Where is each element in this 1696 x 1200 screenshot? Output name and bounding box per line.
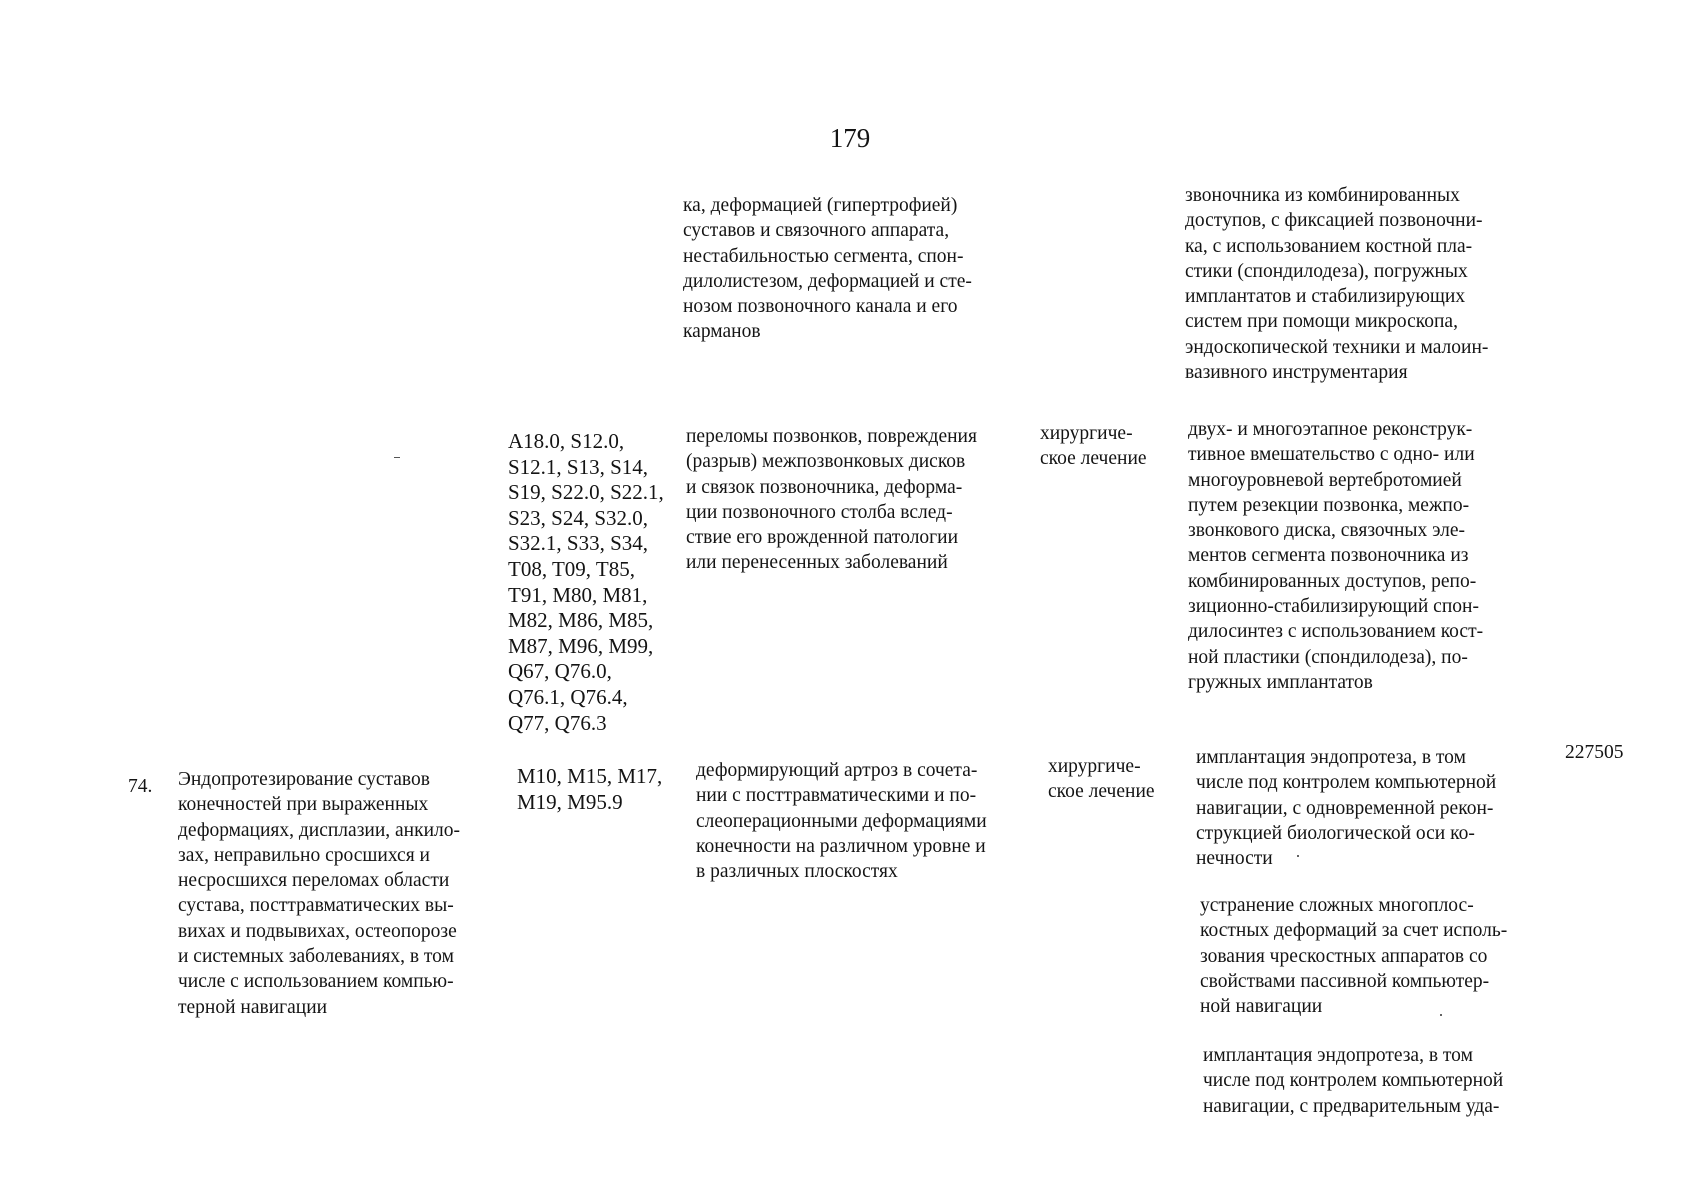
continuation-diagnosis-text: ка, деформацией (гипертрофией) суставов и связочного аппарата, нестабильностью сегмента, спон- дилолистезом, деформацией и сте- нозом позвоночного канала и его карманов [683, 195, 972, 343]
spine-codes-text: A18.0, S12.0, S12.1, S13, S14, S19, S22.0, S22.1, S23, S24, S32.0, S32.1, S33, S34, T08, T09, T85, T91, M80, M81, M82, M86, M85, M87, M96, M99, Q67, Q76.0, Q76.1, Q76.4, Q77, Q76.3 [508, 429, 664, 735]
scan-speck [1440, 1014, 1442, 1016]
spine-method-text: двух- и многоэтапное реконструк- тивное вмешательство с одно- или многоуровневой вертебротомией путем резекции позвонка, межпо- звонкового диска, связочных эле- ментов сегмента позвоночника из комбинированных доступов, репо- зиционно-стабилизирующий спон- дилосинтез с использованием кост- ной пластики (спондилодеза), по- гружных имплантатов [1188, 419, 1484, 693]
row-74-number: 74. [128, 776, 153, 797]
row-74-method-3-text: имплантация эндопротеза, в том числе под контролем компьютерной навигации, с предварительным уда- [1203, 1045, 1504, 1117]
scan-speck [1297, 855, 1299, 857]
row-74-method-2-text: устранение сложных многоплос- костных деформаций за счет исполь- зования чрескостных аппаратов со свойствами пассивной компьютер- ной навигации [1200, 895, 1508, 1018]
row-74-diagnosis-text: деформирующий артроз в сочета- нии с посттравматическими и по- слеоперационными деформациями конечности на различном уровне и в различных плоскостях [696, 760, 987, 883]
stray-dash-mark [394, 457, 400, 458]
row-74-name-text: Эндопротезирование суставов конечностей при выраженных деформациях, дисплазии, анкило- зах, неправильно сросшихся и несросшихся переломах области сустава, посттравматических вы- вихах и подвывихах, остеопорозе и системных заболеваниях, в том числе с использованием компью- терной навигации [178, 769, 460, 1018]
row-74-treatment-text: хирургиче- ское лечение [1048, 756, 1155, 803]
page-number: 179 [829, 123, 871, 153]
spine-diagnosis-text: переломы позвонков, повреждения (разрыв) межпозвонковых дисков и связок позвоночника, деформа- ции позвоночного столба вслед- ствие его врожденной патологии или перенесенных заболеваний [686, 426, 977, 574]
row-74-cost-value: 227505 [1565, 742, 1624, 763]
row-74-method-1-text: имплантация эндопротеза, в том числе под контролем компьютерной навигации, с одновременной рекон- струкцией биологической оси ко- нечности [1196, 747, 1497, 870]
row-74-codes-text: M10, M15, M17, M19, M95.9 [517, 764, 663, 814]
spine-treatment-text: хирургиче- ское лечение [1040, 423, 1147, 470]
continuation-method-text: звоночника из комбинированных доступов, с фиксацией позвоночни- ка, с использованием костной пла- стики (спондилодеза), погружных имплантатов и стабилизирующих систем при помощи микроскопа, эндоскопической техники и малоин- вазивного инструментария [1185, 185, 1489, 384]
